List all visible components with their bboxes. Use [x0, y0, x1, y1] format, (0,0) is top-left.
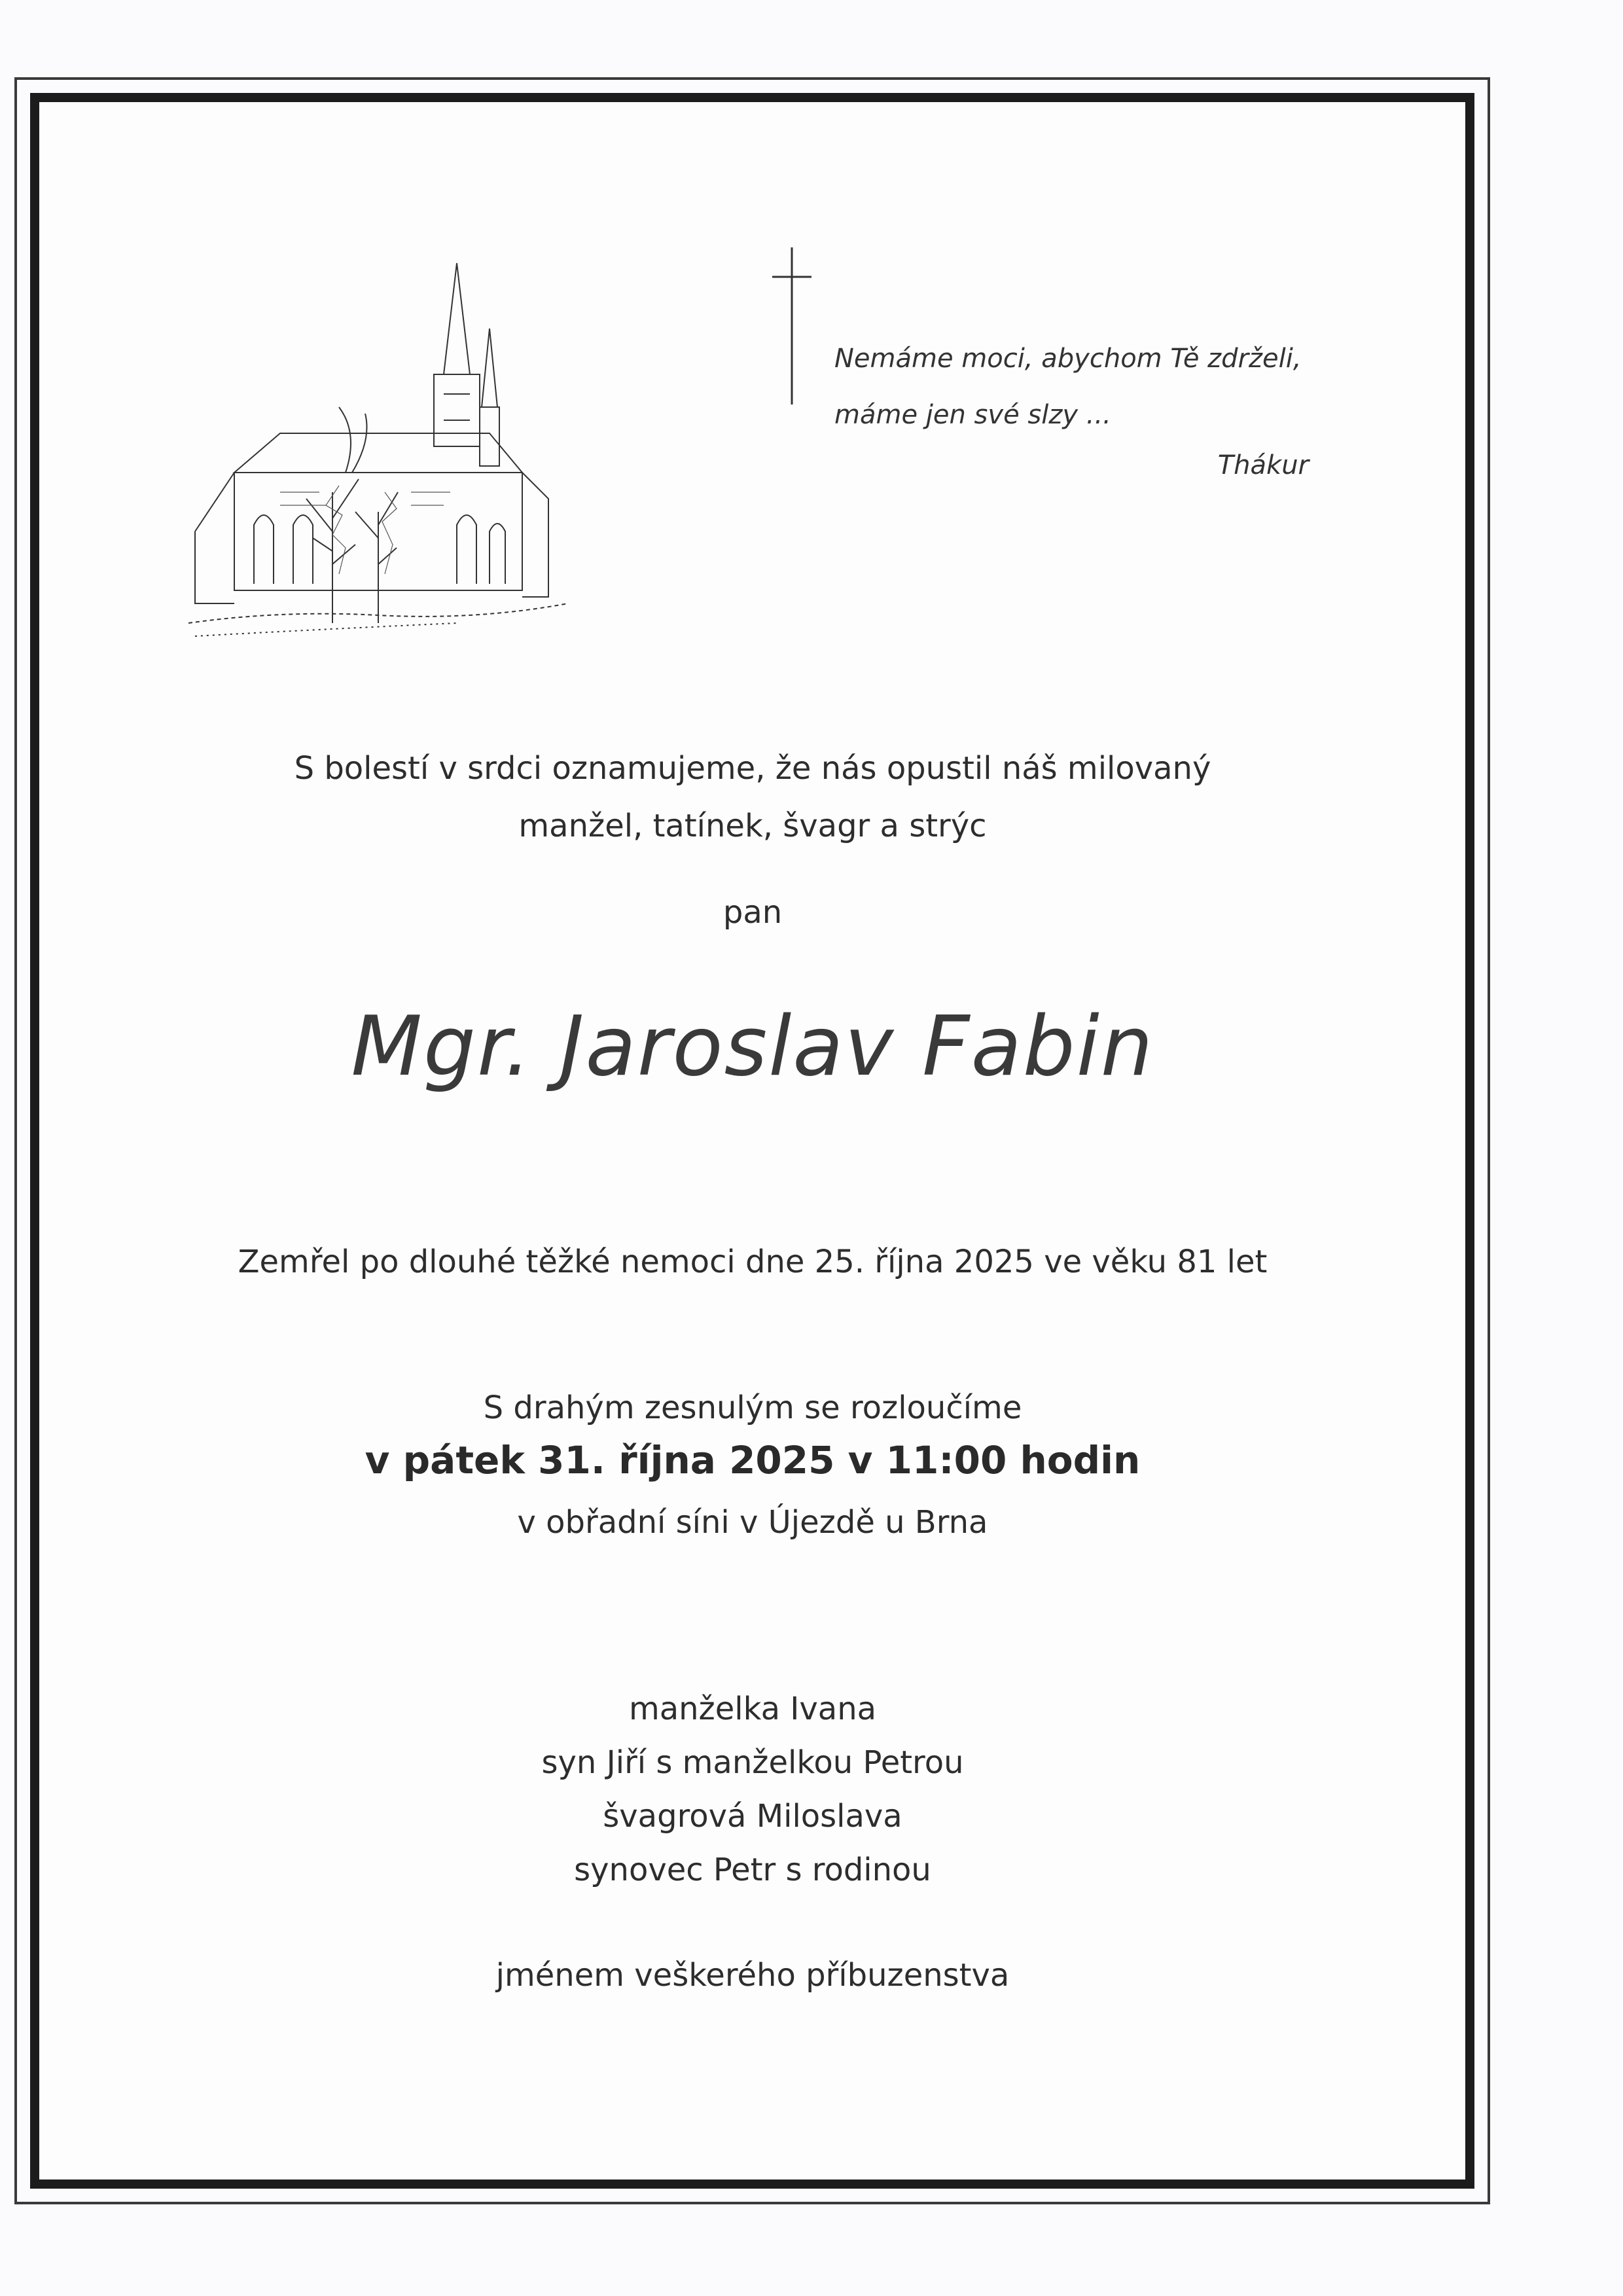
- mourners-list: [39, 1682, 1466, 1897]
- mourner: švagrová Miloslava: [603, 1798, 902, 1835]
- epigraph: [834, 331, 1332, 443]
- funeral-date: v pátek 31. října 2025 v 11:00 hodin: [365, 1438, 1141, 1482]
- epigraph-line: Nemáme moci, abychom Tě zdrželi,: [834, 344, 1302, 374]
- death-notice: Zemřel po dlouhé těžké nemoci dne 25. října 2025 ve věku 81 let: [238, 1244, 1268, 1280]
- funeral-place: v obřadní síni v Újezdě u Brna: [517, 1504, 988, 1541]
- honorific: pan: [722, 894, 783, 931]
- closing-line: jménem veškerého příbuzenstva: [495, 1957, 1010, 1994]
- epigraph-author: Thákur: [1217, 450, 1309, 480]
- cross-icon: [769, 247, 815, 404]
- church-drawing-icon: [182, 257, 575, 649]
- epigraph-line: máme jen své slzy ...: [834, 400, 1111, 430]
- mourner: syn Jiří s manželkou Petrou: [541, 1744, 964, 1781]
- announcement-line: manžel, tatínek, švagr a strýc: [518, 808, 987, 844]
- announcement-intro: [39, 740, 1466, 855]
- mourner: manželka Ivana: [628, 1691, 877, 1727]
- deceased-name: Mgr. Jaroslav Fabin: [351, 998, 1154, 1094]
- mourner: synovec Petr s rodinou: [574, 1852, 931, 1888]
- funeral-intro: S drahým zesnulým se rozloučíme: [483, 1390, 1022, 1426]
- announcement-line: S bolestí v srdci oznamujeme, že nás opustil náš milovaný: [294, 750, 1211, 787]
